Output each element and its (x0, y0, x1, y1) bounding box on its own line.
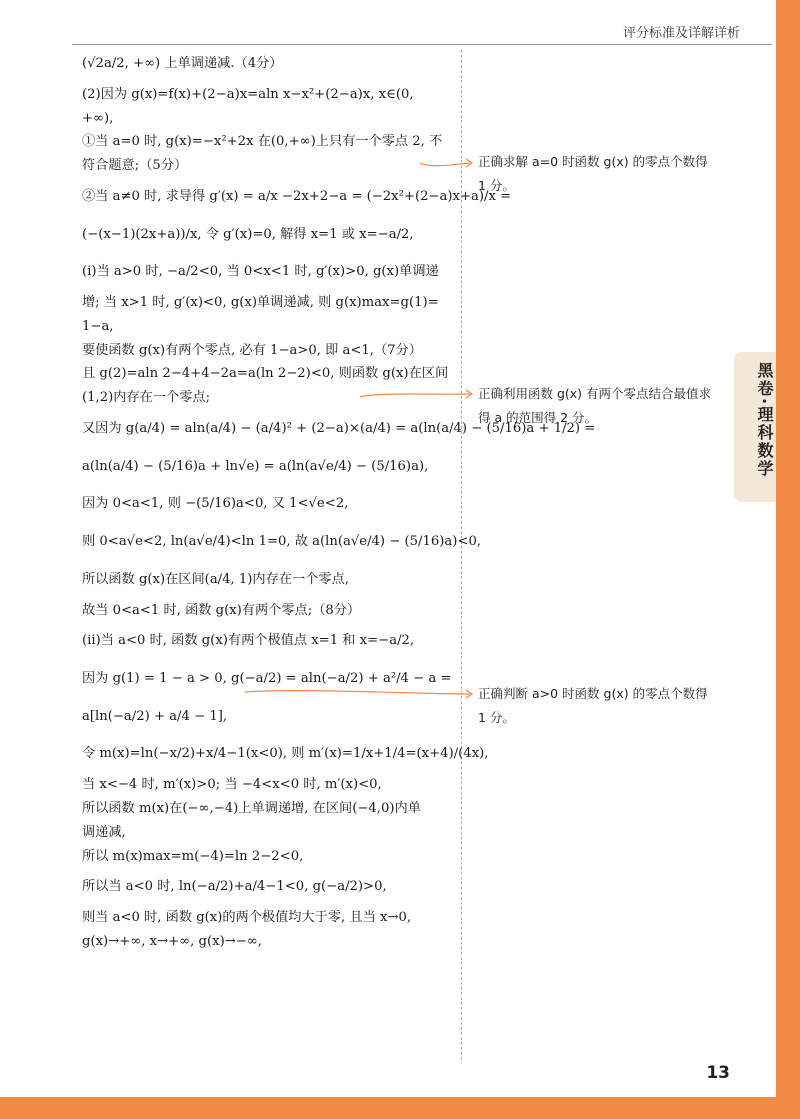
solution-line: a[ln(−a/2) + a/4 − 1], (82, 708, 228, 724)
scoring-note-line: 1 分。 (478, 709, 515, 725)
solution-line: 1−a, (82, 318, 114, 334)
solution-line: ①当 a=0 时, g(x)=−x²+2x 在(0,+∞)上只有一个零点 2, 不 (82, 134, 443, 150)
solution-line: 所以 m(x)max=m(−4)=ln 2−2<0, (82, 848, 304, 864)
scoring-note (478, 150, 748, 198)
solution-line: 所以函数 g(x)在区间(a/4, 1)内存在一个零点, (82, 571, 349, 587)
solution-line: g(x)→+∞, x→+∞, g(x)→−∞, (82, 933, 262, 949)
solution-line: (−(x−1)(2x+a))/x, 令 g′(x)=0, 解得 x=1 或 x=−a/2, (82, 226, 414, 242)
solution-line: 则 0<a√e<2, ln(a√e/4)<ln 1=0, 故 a(ln(a√e/4) − (5/16)a)<0, (82, 534, 482, 550)
solution-line: +∞), (82, 110, 114, 126)
solution-line: (ⅱ)当 a<0 时, 函数 g(x)有两个极值点 x=1 和 x=−a/2, (82, 633, 415, 649)
scoring-note-line: 1 分。 (478, 177, 515, 193)
page-number: 13 (706, 1063, 730, 1083)
solution-line: (1,2)内存在一个零点; (82, 390, 211, 406)
arrow-note-3 (245, 691, 470, 694)
scoring-note (478, 382, 748, 430)
solution-line: 要使函数 g(x)有两个零点, 必有 1−a>0, 即 a<1,（7分） (82, 342, 422, 358)
solution-line: (2)因为 g(x)=f(x)+(2−a)x=aln x−x²+(2−a)x, x∈(0, (82, 86, 414, 102)
scoring-note-line: 正确求解 a=0 时函数 g(x) 的零点个数得 (478, 154, 708, 169)
solution-line: 增; 当 x>1 时, g′(x)<0, g(x)单调递减, 则 g(x)max=g(1)= (82, 295, 439, 310)
solution-line: 因为 g(1) = 1 − a > 0, g(−a/2) = aln(−a/2) + a²/4 − a = (82, 671, 452, 686)
page-header-title: 评分标准及详解详析 (622, 26, 740, 41)
solution-line: 故当 0<a<1 时, 函数 g(x)有两个零点;（8分） (82, 602, 361, 618)
solution-line: 当 x<−4 时, m′(x)>0; 当 −4<x<0 时, m′(x)<0, (82, 777, 382, 793)
solution-line: 又因为 g(a/4) = aln(a/4) − (a/4)² + (2−a)×(a/4) = a(ln(a/4) − (5/16)a + 1/2) = (82, 421, 596, 437)
solution-line: (√2a/2, +∞) 上单调递减.（4分） (82, 56, 283, 71)
solution-line: 调递减, (82, 824, 126, 840)
solution-line: ②当 a≠0 时, 求导得 g′(x) = a/x −2x+2−a = (−2x²+(2−a)x+a)/x = (82, 188, 512, 204)
scoring-note-line: 得 a 的范围得 2 分。 (478, 409, 598, 425)
solution-line: 因为 0<a<1, 则 −(5/16)a<0, 又 1<√e<2, (82, 496, 349, 512)
solution-line: 且 g(2)=aln 2−4+4−2a=a(ln 2−2)<0, 则函数 g(x)在区间 (82, 366, 449, 382)
arrow-note-2 (360, 394, 470, 397)
solution-line: 符合题意;（5分） (82, 158, 188, 174)
scoring-note-line: 正确利用函数 g(x) 有两个零点结合最值求 (478, 386, 712, 401)
arrow-note-1 (420, 163, 470, 166)
solution-line: 则当 a<0 时, 函数 g(x)的两个极值均大于零, 且当 x→0, (82, 910, 412, 925)
solution-line: (ⅰ)当 a>0 时, −a/2<0, 当 0<x<1 时, g′(x)>0, g(x)单调递 (82, 264, 439, 280)
side-tab-label: 黑卷·理科数学 (755, 362, 774, 479)
scoring-note-line: 正确判断 a>0 时函数 g(x) 的零点个数得 (478, 686, 708, 701)
solution-line: 令 m(x)=ln(−x/2)+x/4−1(x<0), 则 m′(x)=1/x+1/4=(x+4)/(4x), (82, 746, 489, 762)
scoring-note (478, 682, 748, 730)
solution-line: 所以函数 m(x)在(−∞,−4)上单调递增, 在区间(−4,0)内单 (82, 800, 421, 816)
solution-line: 所以当 a<0 时, ln(−a/2)+a/4−1<0, g(−a/2)>0, (82, 879, 387, 895)
solution-line: a(ln(a/4) − (5/16)a + ln√e) = a(ln(a√e/4) − (5/16)a), (82, 458, 429, 474)
